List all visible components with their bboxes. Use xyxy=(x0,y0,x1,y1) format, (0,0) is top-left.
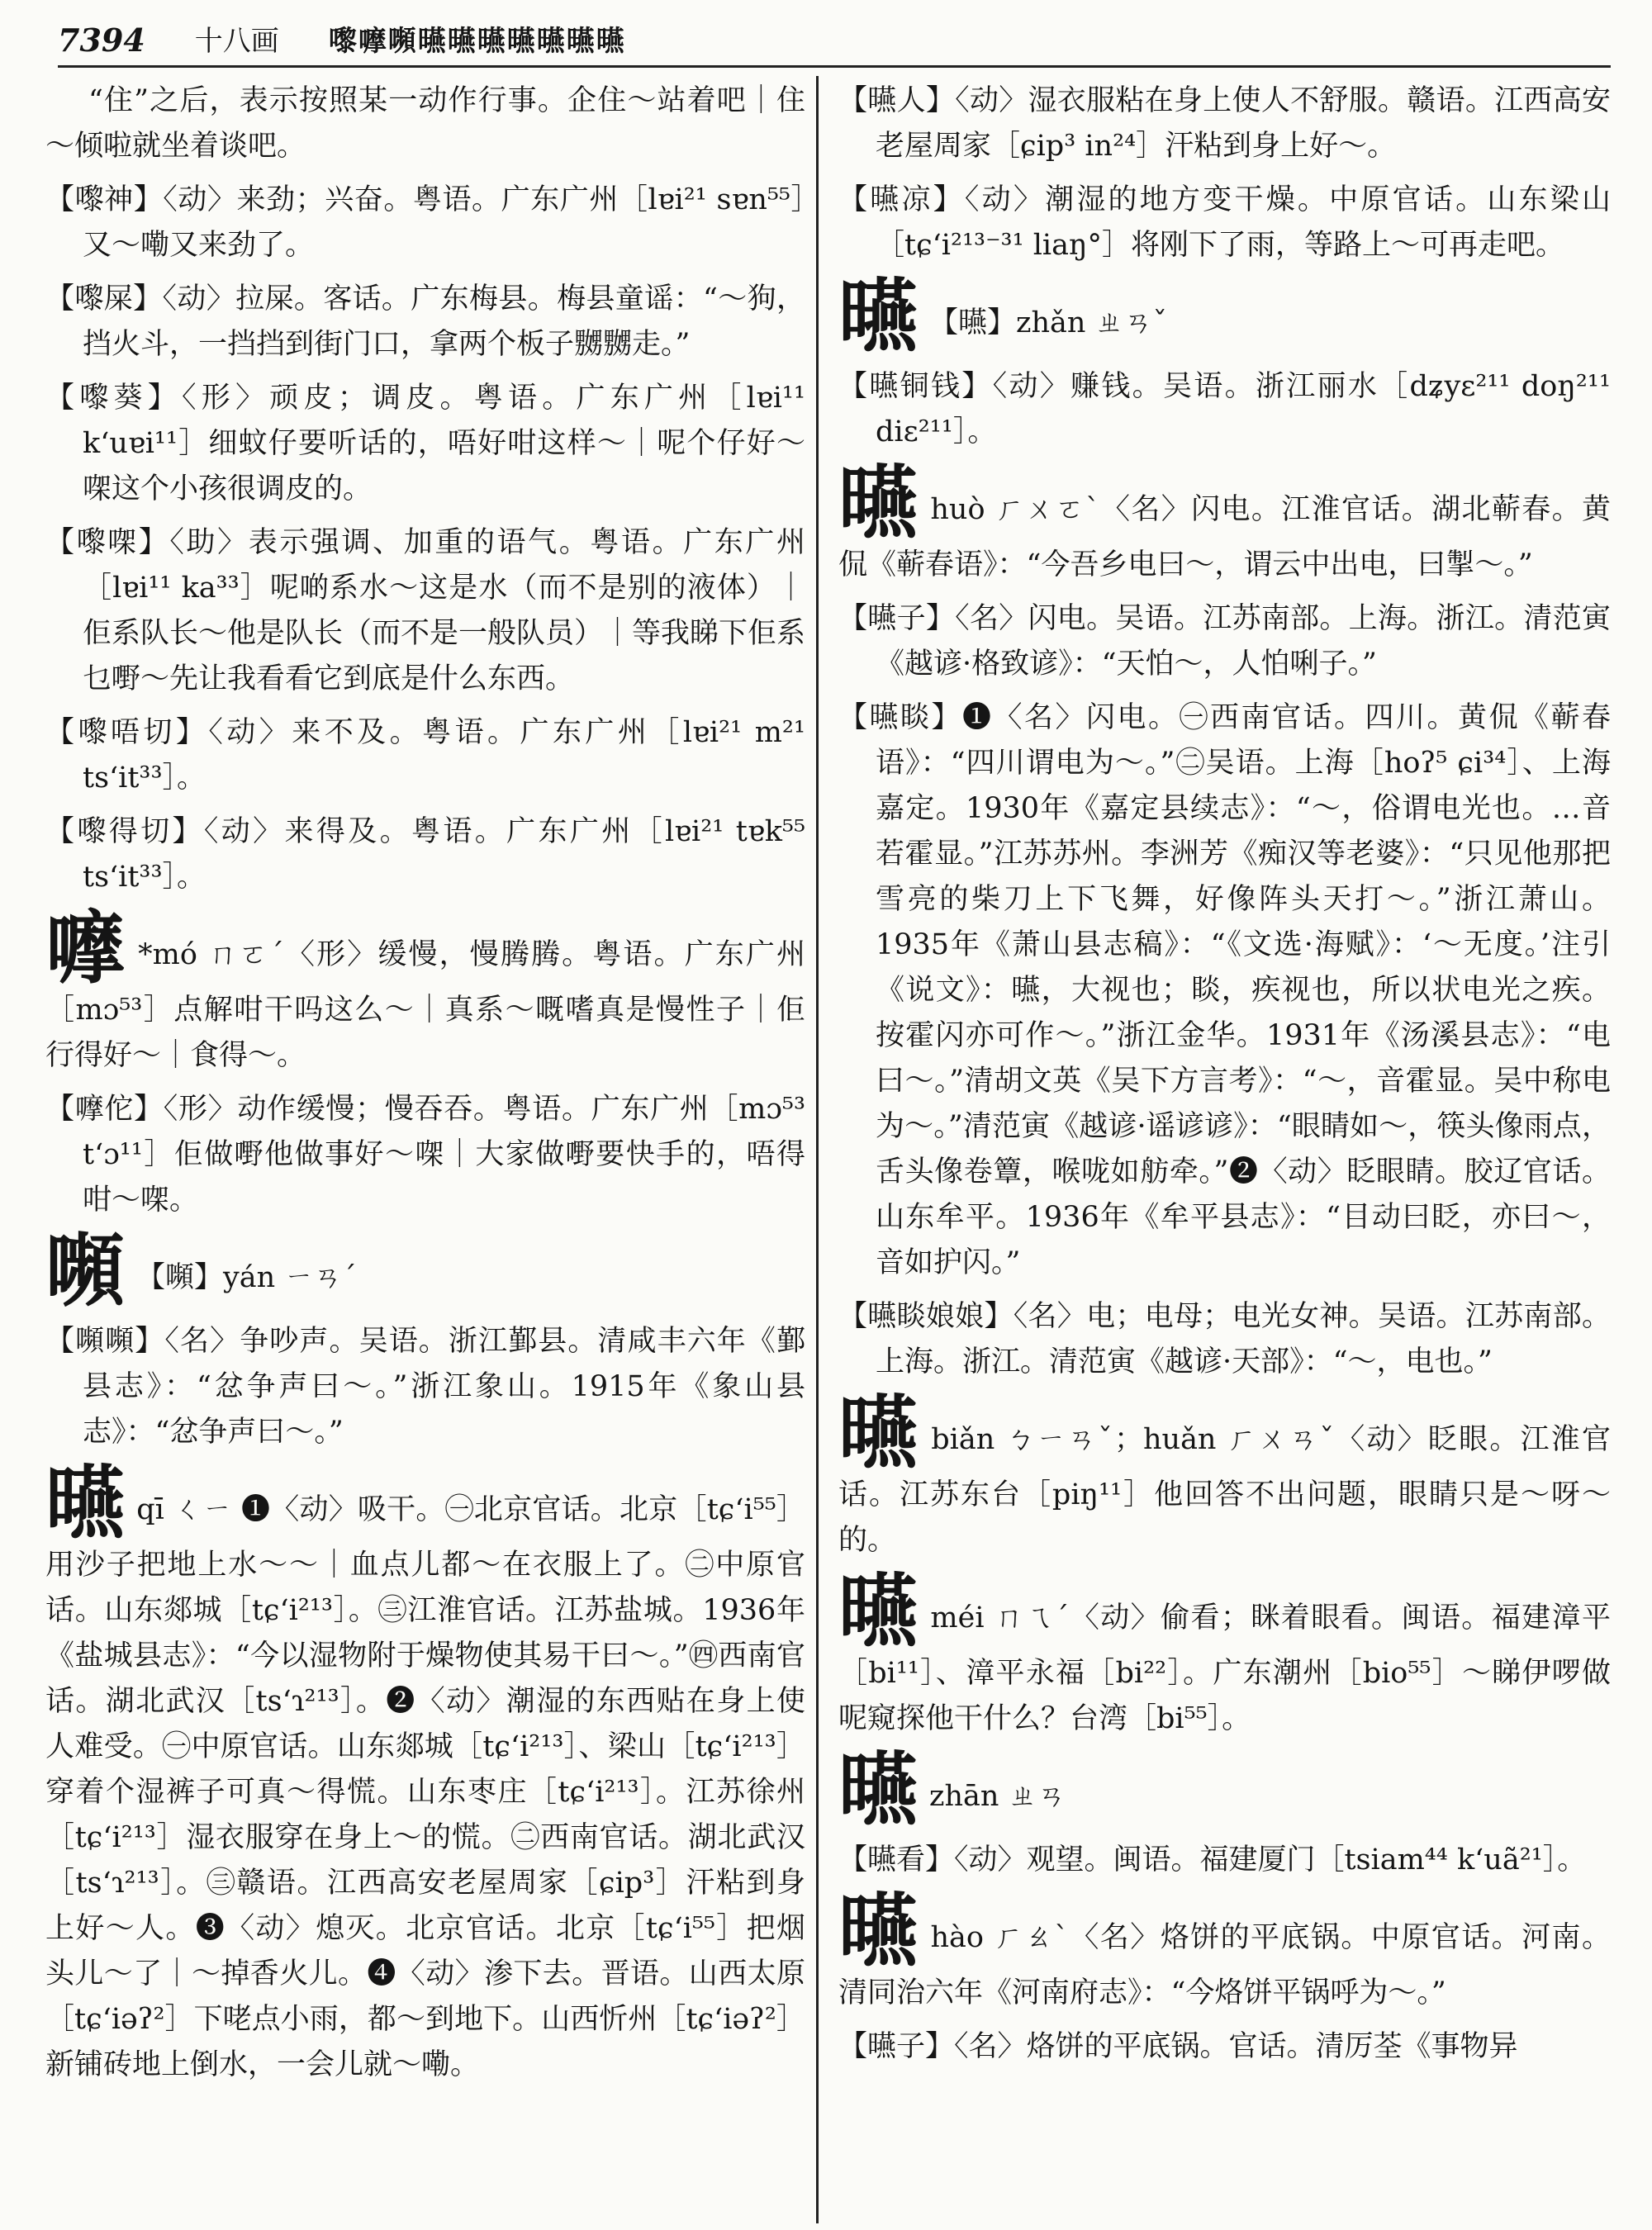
headword-qi xyxy=(45,1456,805,2088)
headword-hao xyxy=(838,1884,1611,2016)
headword-mo-char: 嚤 xyxy=(45,901,127,994)
right-column xyxy=(838,78,1611,2226)
entry-laikui: 【嚟葵】〈形〉顽皮；调皮。粤语。广东广州［lɐi¹¹ k‘uɐi¹¹］细蚊仔要听话的，唔好咁这样～｜呢个仔好～㗎这个小孩很调皮的。 xyxy=(45,382,805,505)
entry-qiliang: 【曣凉】〈动〉潮湿的地方变干燥。中原官话。山东梁山［tɕ‘i²¹³⁻³¹ liaŋ°］将刚下了雨，等路上～可再走吧。 xyxy=(838,183,1611,262)
headword-mei xyxy=(838,1564,1611,1742)
entry-laishi: 【嚟屎】〈动〉拉屎。客话。广东梅县。梅县童谣：“～狗，挡火斗，一挡挡到街门口，拿两个板子嬲嬲走。” xyxy=(45,282,805,361)
headword-zhan-char: 曣 xyxy=(838,269,918,363)
headword-hao-char: 曣 xyxy=(838,1884,919,1977)
headword-mei-char: 曣 xyxy=(838,1564,919,1658)
headword-hao-definition: hào ㄏㄠˋ〈名〉烙饼的平底锅。中原官话。河南。清同治六年《河南府志》：“今烙饼平锅呼为～。” xyxy=(838,1921,1611,2009)
page-number: 7394 xyxy=(58,21,145,59)
headword-zhan2-reading: zhān ㄓㄢ xyxy=(929,1780,1066,1813)
headword-zhan2 xyxy=(838,1743,1611,1836)
entry-motuo: 【嚤佗】〈形〉动作缓慢；慢吞吞。粤语。广东广州［mɔ⁵³ t‘ɔ¹¹］佢做嘢他做事好～㗎｜大家做嘢要快手的，唔得咁～㗎。 xyxy=(45,1093,805,1217)
header-characters: 嚟嚤嚬曣曣曣曣曣曣曣 xyxy=(328,25,626,58)
headword-huo xyxy=(838,456,1611,588)
entry-haozi: 【曣子】〈名〉烙饼的平底锅。官话。清厉荃《事物异 xyxy=(838,2030,1518,2063)
headword-huo-char: 曣 xyxy=(838,456,919,549)
headword-zhan2-char: 曣 xyxy=(838,1743,918,1836)
headword-mo xyxy=(45,901,805,1079)
entry-zhantongqian: 【曣铜钱】〈动〉赚钱。吴语。浙江丽水［dʑyɛ²¹¹ doŋ²¹¹ diɛ²¹¹］。 xyxy=(838,370,1611,448)
entry-laiwuqie: 【嚟唔切】〈动〉来不及。粤语。广东广州［lɐi²¹ m²¹ ts‘it³³］。 xyxy=(45,716,805,795)
headword-qi-char: 曣 xyxy=(45,1456,126,1549)
headword-bian xyxy=(838,1386,1611,1563)
headword-bian-definition: biǎn ㄅㄧㄢˇ；huǎn ㄏㄨㄢˇ〈动〉眨眼。江淮官话。江苏东台［piŋ¹¹］他回答不出问题，眼睛只是～呀～的。 xyxy=(838,1423,1611,1557)
entry-yanyan: 【嚬嚬】〈名〉争吵声。吴语。浙江鄞县。清咸丰六年《鄞县志》：“忿争声曰～。”浙江象山。1915年《象山县志》：“忿争声曰～。” xyxy=(45,1325,805,1449)
entry-qiren: 【曣人】〈动〉湿衣服粘在身上使人不舒服。赣语。江西高安老屋周家［ɕip³ in²⁴］汗粘到身上好～。 xyxy=(838,84,1611,163)
headword-yan-char: 嚬 xyxy=(45,1224,125,1317)
headword-yan xyxy=(45,1224,805,1317)
section-label: 十八画 xyxy=(194,25,279,58)
headword-zhan-reading: 【曣】zhǎn ㄓㄢˇ xyxy=(929,306,1168,339)
headword-mei-definition: méi ㄇㄟˊ〈动〉偷看；眯着眼看。闽语。福建漳平［bi¹¹］、漳平永福［bi²²］。广东潮州［bio⁵⁵］～睇伊啰做呢窥探他干什么？台湾［bi⁵⁵］。 xyxy=(838,1601,1611,1735)
entry-laideqie: 【嚟得切】〈动〉来得及。粤语。广东广州［lɐi²¹ tɐk⁵⁵ ts‘it³³］。 xyxy=(45,815,805,894)
headword-bian-char: 曣 xyxy=(838,1386,920,1479)
entry-laishen: 【嚟神】〈动〉来劲；兴奋。粤语。广东广州［lɐi²¹ sɐn⁵⁵］又～嘞又来劲了。 xyxy=(45,183,805,262)
entry-huoshan-niangniang: 【曣睒娘娘】〈名〉电；电母；电光女神。吴语。江苏南部。上海。浙江。清范寅《越谚·天部》：“～，电也。” xyxy=(838,1300,1611,1378)
entry-continuation: “住”之后，表示按照某一动作行事。企住～站着吧｜住～倾啦就坐着谈吧。 xyxy=(45,84,805,163)
entry-zhankan: 【曣看】〈动〉观望。闽语。福建厦门［tsiam⁴⁴ k‘uã²¹］。 xyxy=(838,1843,1587,1877)
entry-huozi: 【曣子】〈名〉闪电。吴语。江苏南部。上海。浙江。清范寅《越谚·格致谚》：“天怕～，人怕唎子。” xyxy=(838,602,1611,681)
headword-qi-definition: qī ㄑㄧ ❶〈动〉吸干。㊀北京官话。北京［tɕ‘i⁵⁵］用沙子把地上水～～｜血点儿都～在衣服上了。㊁中原官话。山东郯城［tɕ‘i²¹³］。㊂江淮官话。江苏盐城。1936年《盐城县志》：“今以湿物附于燥物使其易干曰～。”㊃西南官话。湖北武汉［ts‘ɿ²¹³］。❷〈动〉潮湿的东西贴在身上使人难受。㊀中原官话。山东郯城［tɕ‘i²¹³］、梁山［tɕ‘i²¹³］穿着个湿裤子可真～得慌。山东枣庄［tɕ‘i²¹³］。江苏徐州［tɕ‘i²¹³］湿衣服穿在身上～的慌。㊁西南官话。湖北武汉［ts‘ɿ²¹³］。㊂赣语。江西高安老屋周家［ɕip³］汗粘到身上好～人。❸〈动〉熄灭。北京官话。北京［tɕ‘i⁵⁵］把烟头儿～了｜～掉香火儿。❹〈动〉渗下去。晋语。山西太原［tɕ‘iəʔ²］下咾点小雨，都～到地下。山西忻州［tɕ‘iəʔ²］新铺砖地上倒水，一会儿就～嘞。 xyxy=(45,1493,805,2081)
headword-huo-definition: huò ㄏㄨㄛˋ〈名〉闪电。江淮官话。湖北蕲春。黄侃《蕲春语》：“今吾乡电曰～，谓云中出电，曰掣～。” xyxy=(838,493,1611,581)
headword-yan-reading: 【嚬】yán ㄧㄢˊ xyxy=(136,1261,357,1294)
entry-laika: 【嚟㗎】〈助〉表示强调、加重的语气。粤语。广东广州［lɐi¹¹ ka³³］呢啲系水～这是水（而不是别的液体）｜佢系队长～他是队长（而不是一般队员）｜等我睇下佢系乜嘢～先让我看看它到底是什么东西。 xyxy=(45,526,805,695)
page-header xyxy=(58,17,1611,68)
headword-zhan xyxy=(838,269,1611,363)
left-column xyxy=(45,78,805,2226)
headword-mo-definition: *mó ㄇㄛˊ〈形〉缓慢，慢腾腾。粤语。广东广州［mɔ⁵³］点解咁干吗这么～｜真系～嘅嗜真是慢性子｜佢行得好～｜食得～。 xyxy=(45,938,805,1072)
entry-huoshan: 【曣睒】❶〈名〉闪电。㊀西南官话。四川。黄侃《蕲春语》：“四川谓电为～。”㊁吴语。上海［hoʔ⁵ ɕi³⁴］、上海嘉定。1930年《嘉定县续志》：“～，俗谓电光也。…音若霍显。”江苏苏州。李洲芳《痴汉等老婆》：“只见他那把雪亮的柴刀上下飞舞，好像阵头天打～。”浙江萧山。1935年《萧山县志稿》：“《文选·海赋》：‘～无度。’注引《说文》：曣，大视也；睒，疾视也，所以状电光之疾。按霍闪亦可作～。”浙江金华。1931年《汤溪县志》：“电曰～。”清胡文英《吴下方言考》：“～，音霍显。吴中称电为～。”清范寅《越谚·谣谚谚》：“眼睛如～，筷头像雨点，舌头像卷簟，喉咙如舫牵。”❷〈动〉眨眼睛。胶辽官话。山东牟平。1936年《牟平县志》：“目动曰眨，亦曰～，音如护闪。” xyxy=(838,701,1611,1279)
column-divider xyxy=(816,76,819,2223)
